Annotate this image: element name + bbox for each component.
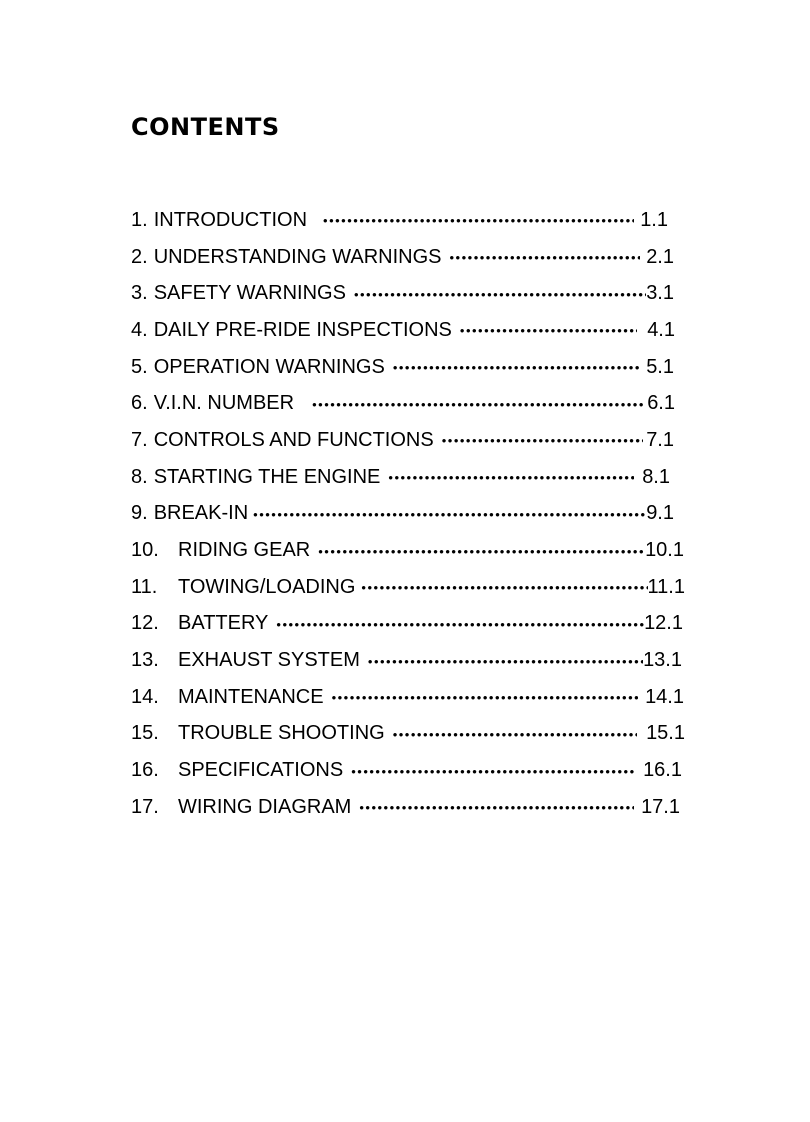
toc-entry-number: 17. bbox=[131, 795, 159, 818]
toc-entry-break-in[interactable] bbox=[131, 496, 674, 533]
toc-entry-title: SPECIFICATIONS bbox=[178, 759, 344, 782]
toc-entry-title: MAINTENANCE bbox=[178, 685, 324, 708]
dot-leader bbox=[442, 431, 643, 451]
toc-entry-page: 1.1 bbox=[640, 208, 668, 231]
toc-entry-wiring-diagram[interactable] bbox=[131, 789, 680, 826]
toc-entry-page: 3.1 bbox=[646, 282, 674, 305]
toc-entry-title: BREAK-IN bbox=[153, 502, 249, 525]
toc-entry-title: SAFETY WARNINGS bbox=[153, 282, 346, 305]
toc-entry-page: 17.1 bbox=[641, 795, 680, 818]
toc-entry-controls-and-functions[interactable] bbox=[131, 422, 674, 459]
toc-entry-number: 11. bbox=[131, 575, 158, 598]
toc-entry-battery[interactable] bbox=[131, 606, 683, 643]
toc-entry-number: 16. bbox=[131, 759, 159, 782]
toc-entry-page: 4.1 bbox=[647, 318, 675, 341]
toc-entry-specifications[interactable] bbox=[131, 752, 682, 789]
dot-leader bbox=[361, 578, 647, 598]
toc-entry-number: 1. bbox=[131, 208, 148, 231]
toc-entry-starting-the-engine[interactable] bbox=[131, 459, 670, 496]
toc-entry-number: 14. bbox=[131, 685, 159, 708]
dot-leader bbox=[323, 211, 634, 231]
dot-leader bbox=[332, 688, 638, 708]
dot-leader bbox=[318, 542, 645, 562]
toc-entry-page: 9.1 bbox=[646, 502, 674, 525]
toc-entry-page: 11.1 bbox=[647, 575, 685, 598]
toc-entry-title: WIRING DIAGRAM bbox=[178, 795, 352, 818]
dot-leader bbox=[393, 725, 637, 745]
toc-entry-operation-warnings[interactable] bbox=[131, 349, 674, 386]
toc-entry-page: 2.1 bbox=[646, 245, 674, 268]
dot-leader bbox=[354, 285, 646, 305]
toc-entry-title: CONTROLS AND FUNCTIONS bbox=[153, 428, 434, 451]
dot-leader bbox=[460, 321, 637, 341]
toc-entry-page: 10.1 bbox=[645, 539, 684, 562]
toc-entry-title: BATTERY bbox=[178, 612, 269, 635]
toc-entry-page: 13.1 bbox=[643, 649, 682, 672]
toc-entry-exhaust-system[interactable] bbox=[131, 642, 682, 679]
toc-entry-page: 6.1 bbox=[647, 392, 675, 415]
dot-leader bbox=[351, 762, 635, 782]
toc-entry-introduction[interactable] bbox=[131, 202, 668, 239]
toc-entry-page: 14.1 bbox=[645, 685, 684, 708]
toc-entry-number: 15. bbox=[131, 722, 159, 745]
toc-entry-number: 4. bbox=[131, 318, 148, 341]
toc-entry-title: TOWING/LOADING bbox=[178, 575, 356, 598]
toc-entry-number: 8. bbox=[131, 465, 148, 488]
toc-entry-number: 7. bbox=[131, 428, 148, 451]
toc-entry-page: 16.1 bbox=[643, 759, 682, 782]
toc-entry-page: 5.1 bbox=[646, 355, 674, 378]
toc-entry-number: 6. bbox=[131, 392, 148, 415]
toc-entry-safety-warnings[interactable] bbox=[131, 275, 674, 312]
toc-entry-number: 13. bbox=[131, 649, 159, 672]
toc-entry-title: OPERATION WARNINGS bbox=[153, 355, 385, 378]
toc-entry-maintenance[interactable] bbox=[131, 679, 684, 716]
toc-entry-title: TROUBLE SHOOTING bbox=[178, 722, 385, 745]
toc-entry-number: 10. bbox=[131, 539, 159, 562]
dot-leader bbox=[359, 798, 634, 818]
toc-entry-page: 8.1 bbox=[642, 465, 670, 488]
toc-entry-title: UNDERSTANDING WARNINGS bbox=[153, 245, 442, 268]
toc-entry-riding-gear[interactable] bbox=[131, 532, 684, 569]
toc-entry-number: 5. bbox=[131, 355, 148, 378]
dot-leader bbox=[253, 505, 646, 525]
toc-entry-daily-pre-ride-inspections[interactable] bbox=[131, 312, 675, 349]
toc-entry-page: 12.1 bbox=[644, 612, 683, 635]
dot-leader bbox=[276, 615, 644, 635]
toc-entry-towing-loading[interactable] bbox=[131, 569, 685, 606]
dot-leader bbox=[393, 358, 640, 378]
dot-leader bbox=[312, 395, 645, 415]
dot-leader bbox=[368, 652, 643, 672]
toc-entry-vin-number[interactable] bbox=[131, 385, 675, 422]
dot-leader bbox=[388, 468, 634, 488]
toc-entry-title: INTRODUCTION bbox=[153, 208, 308, 231]
toc-entry-number: 2. bbox=[131, 245, 148, 268]
dot-leader bbox=[449, 248, 640, 268]
toc-entry-trouble-shooting[interactable] bbox=[131, 716, 685, 753]
toc-entry-understanding-warnings[interactable] bbox=[131, 239, 674, 276]
toc-entry-number: 3. bbox=[131, 282, 148, 305]
toc-entry-number: 9. bbox=[131, 502, 148, 525]
toc-entry-number: 12. bbox=[131, 612, 159, 635]
toc-entry-page: 7.1 bbox=[646, 428, 674, 451]
toc-entry-title: DAILY PRE-RIDE INSPECTIONS bbox=[153, 318, 452, 341]
toc-entry-title: V.I.N. NUMBER bbox=[153, 392, 295, 415]
page-title: CONTENTS bbox=[131, 113, 280, 141]
toc-entry-title: STARTING THE ENGINE bbox=[153, 465, 381, 488]
table-of-contents bbox=[131, 202, 691, 826]
toc-entry-title: EXHAUST SYSTEM bbox=[178, 649, 360, 672]
toc-entry-page: 15.1 bbox=[646, 722, 685, 745]
toc-entry-title: RIDING GEAR bbox=[178, 539, 311, 562]
